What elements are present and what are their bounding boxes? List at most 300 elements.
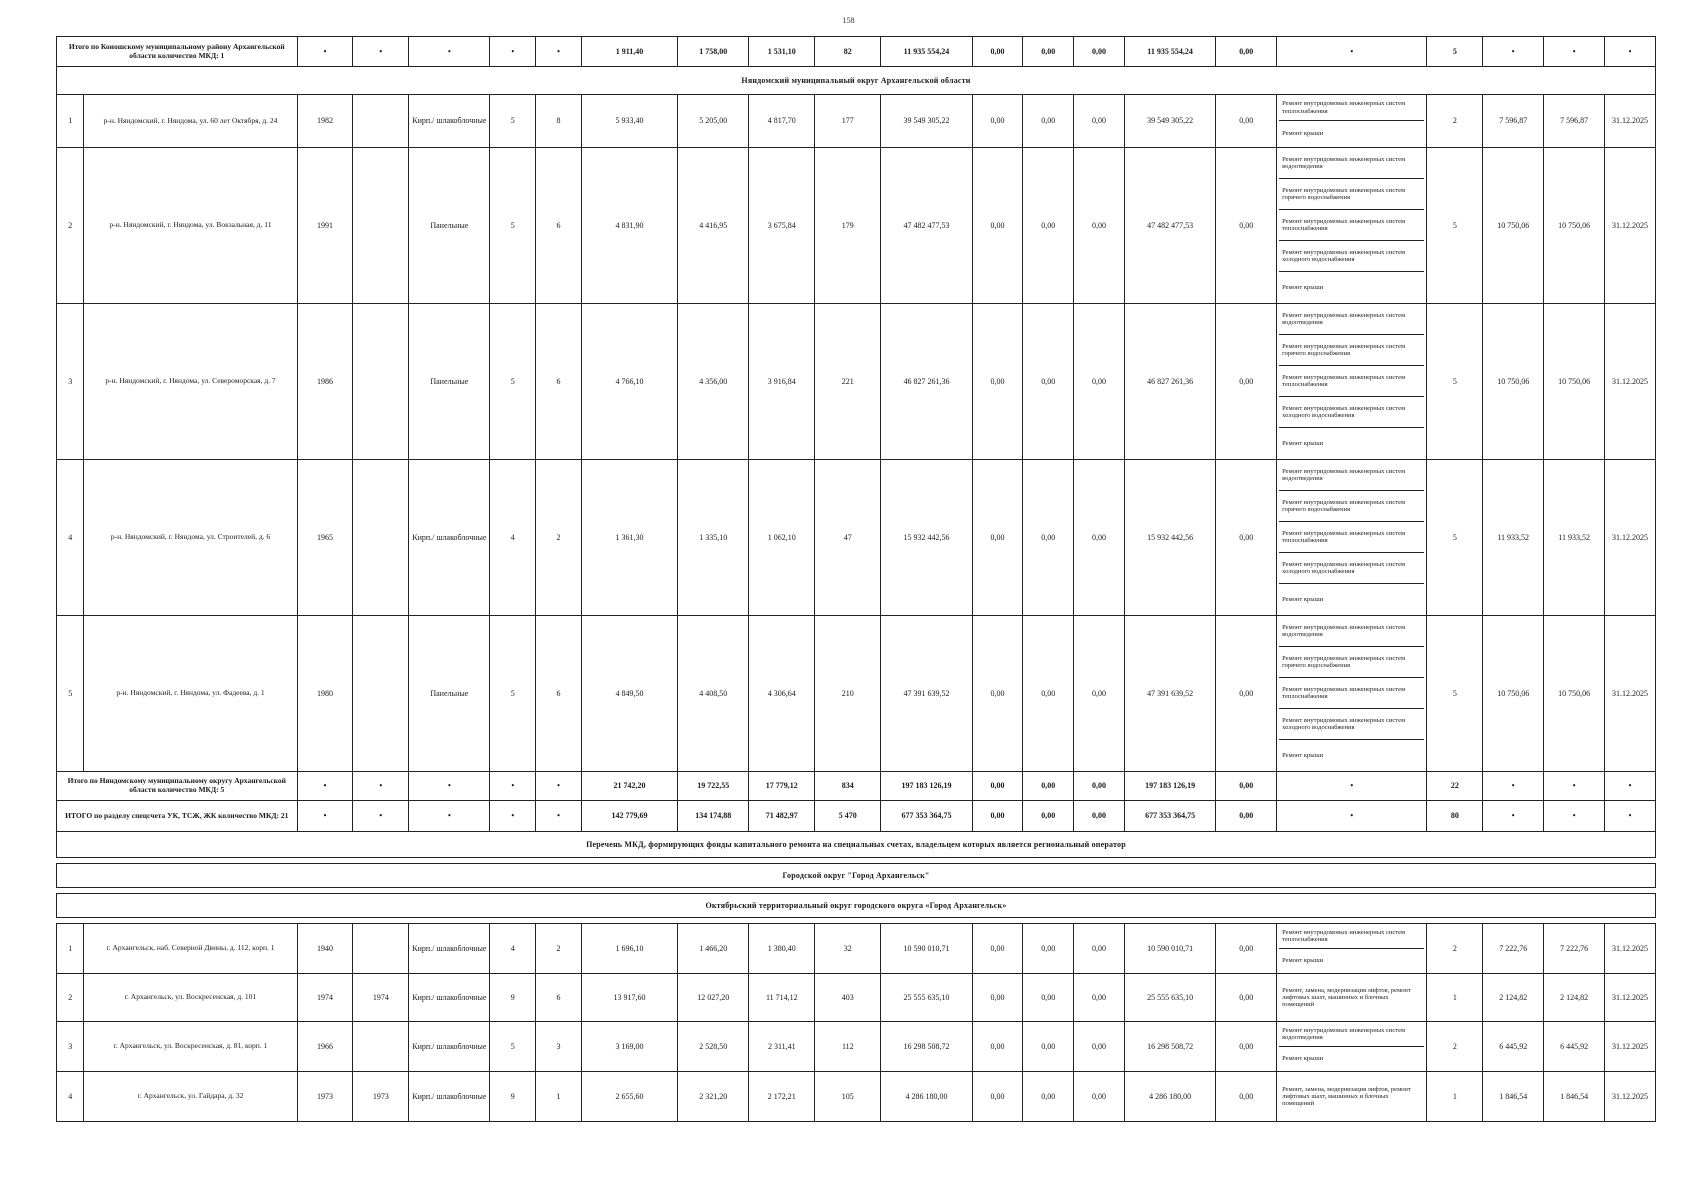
deadline-cell: 31.12.2025 — [1605, 616, 1656, 772]
residents-cell: 82 — [815, 37, 881, 67]
total-area-cell: 1 911,40 — [581, 37, 677, 67]
unit-cost-cell: 6 445,92 — [1483, 1022, 1544, 1072]
works-count-cell: 5 — [1427, 37, 1483, 67]
area-all-cell: 12 027,20 — [678, 974, 749, 1022]
area-all-cell: 2 528,50 — [678, 1022, 749, 1072]
entrances-cell: • — [536, 37, 582, 67]
cost-fund-cell: 0,00 — [972, 304, 1023, 460]
works-count-cell: 5 — [1427, 460, 1483, 616]
row-number: 1 — [57, 95, 84, 148]
cost-owners-cell: 11 935 554,24 — [1124, 37, 1215, 67]
material-cell: Кирп./ шлакоблочные — [409, 1072, 490, 1122]
cost-other-cell: 0,00 — [1216, 37, 1277, 67]
cost-region-cell: 0,00 — [1023, 772, 1074, 801]
year-built-cell: • — [297, 37, 353, 67]
floors-cell: 4 — [490, 460, 536, 616]
cost-owners-cell: 16 298 508,72 — [1124, 1022, 1215, 1072]
cost-total-cell: 197 183 126,19 — [881, 772, 972, 801]
cost-local-cell: 0,00 — [1074, 37, 1125, 67]
cost-local-cell: 0,00 — [1074, 460, 1125, 616]
work-item: Ремонт внутридомовых инженерных систем теплоснабжения — [1279, 924, 1424, 949]
cost-other-cell: 0,00 — [1216, 616, 1277, 772]
year-built-cell: 1973 — [297, 1072, 353, 1122]
deadline-cell: 31.12.2025 — [1605, 304, 1656, 460]
house-row — [57, 1022, 1656, 1072]
row-number: 4 — [57, 460, 84, 616]
work-item: Ремонт крыши — [1282, 957, 1324, 965]
unit-cost-cell: 11 933,52 — [1483, 460, 1544, 616]
cost-region-cell: 0,00 — [1023, 1022, 1074, 1072]
total-area-cell: 13 917,60 — [581, 974, 677, 1022]
unit-cost-cell: 7 596,87 — [1483, 95, 1544, 148]
row-number: 2 — [57, 974, 84, 1022]
cost-total-cell: 11 935 554,24 — [881, 37, 972, 67]
work-item: Ремонт внутридомовых инженерных систем холодного водоснабжения — [1279, 553, 1424, 584]
cost-fund-cell: 0,00 — [972, 772, 1023, 801]
deadline-cell: 31.12.2025 — [1605, 460, 1656, 616]
section-title: Перечень МКД, формирующих фонды капитального ремонта на специальных счетах, владельцем которых является региональный оператор — [57, 832, 1656, 858]
cost-total-cell: 15 932 442,56 — [881, 460, 972, 616]
unit-cost-cell: 10 750,06 — [1483, 616, 1544, 772]
total-label: Итого по Коношскому муниципальному району Архангельской области количество МКД: 1 — [57, 37, 298, 67]
unit-limit-cell: 7 596,87 — [1544, 95, 1605, 148]
work-item: Ремонт крыши — [1282, 1055, 1324, 1063]
deadline-cell: 31.12.2025 — [1605, 974, 1656, 1022]
works-count-cell: 22 — [1427, 772, 1483, 801]
cost-region-cell: 0,00 — [1023, 95, 1074, 148]
year-renov-cell: 1974 — [353, 974, 409, 1022]
works-cell: • — [1277, 801, 1427, 832]
row-number: 3 — [57, 1022, 84, 1072]
cost-region-cell: 0,00 — [1023, 37, 1074, 67]
house-row — [57, 148, 1656, 304]
address-cell: р-н. Няндомский, г. Няндома, ул. Вокзальная, д. 11 — [84, 148, 297, 304]
floors-cell: 9 — [490, 1072, 536, 1122]
area-res-cell: 4 817,70 — [749, 95, 815, 148]
area-all-cell: 4 408,50 — [678, 616, 749, 772]
floors-cell: 5 — [490, 616, 536, 772]
floors-cell: 9 — [490, 974, 536, 1022]
works-count-cell: 2 — [1427, 924, 1483, 974]
material-cell: Кирп./ шлакоблочные — [409, 95, 490, 148]
unit-limit-cell: • — [1544, 801, 1605, 832]
cost-local-cell: 0,00 — [1074, 304, 1125, 460]
deadline-cell: 31.12.2025 — [1605, 1072, 1656, 1122]
area-res-cell: 3 916,84 — [749, 304, 815, 460]
address-cell: г. Архангельск, наб. Северной Двины, д. 112, корп. 1 — [84, 924, 297, 974]
work-item: Ремонт внутридомовых инженерных систем теплоснабжения — [1279, 366, 1424, 397]
entrances-cell: 1 — [536, 1072, 582, 1122]
year-renov-cell — [353, 95, 409, 148]
work-item: Ремонт внутридомовых инженерных систем водоотведения — [1279, 304, 1424, 335]
year-built-cell: 1980 — [297, 616, 353, 772]
entrances-cell: • — [536, 772, 582, 801]
works-count-cell: 2 — [1427, 95, 1483, 148]
floors-cell: • — [490, 801, 536, 832]
year-built-cell: 1966 — [297, 1022, 353, 1072]
work-item: Ремонт внутридомовых инженерных систем водоотведения — [1279, 148, 1424, 179]
address-cell: г. Архангельск, ул. Воскресенская, д. 101 — [84, 974, 297, 1022]
cost-local-cell: 0,00 — [1074, 1072, 1125, 1122]
work-item: Ремонт внутридомовых инженерных систем горячего водоснабжения — [1279, 491, 1424, 522]
cost-region-cell: 0,00 — [1023, 460, 1074, 616]
deadline-cell: • — [1605, 37, 1656, 67]
section-title: Октябрьский территориальный округ городского округа «Город Архангельск» — [57, 894, 1656, 918]
row-number: 4 — [57, 1072, 84, 1122]
unit-limit-cell: 1 846,54 — [1544, 1072, 1605, 1122]
works-cell — [1277, 304, 1427, 460]
works-cell — [1277, 460, 1427, 616]
material-cell: • — [409, 37, 490, 67]
works-cell — [1277, 974, 1427, 1022]
total-area-cell: 1 696,10 — [581, 924, 677, 974]
work-item: Ремонт крыши — [1282, 751, 1324, 759]
year-built-cell: 1974 — [297, 974, 353, 1022]
floors-cell: 5 — [490, 1022, 536, 1072]
cost-region-cell: 0,00 — [1023, 974, 1074, 1022]
area-res-cell: 71 482,97 — [749, 801, 815, 832]
entrances-cell: 8 — [536, 95, 582, 148]
year-built-cell: 1965 — [297, 460, 353, 616]
cost-other-cell: 0,00 — [1216, 974, 1277, 1022]
year-renov-cell: 1973 — [353, 1072, 409, 1122]
work-item: Ремонт крыши — [1282, 130, 1324, 138]
residents-cell: 105 — [815, 1072, 881, 1122]
total-area-cell: 1 361,30 — [581, 460, 677, 616]
year-renov-cell — [353, 1022, 409, 1072]
deadline-cell: 31.12.2025 — [1605, 95, 1656, 148]
cost-local-cell: 0,00 — [1074, 974, 1125, 1022]
cost-total-cell: 16 298 508,72 — [881, 1022, 972, 1072]
total-area-cell: 3 169,00 — [581, 1022, 677, 1072]
row-number: 2 — [57, 148, 84, 304]
cost-owners-cell: 10 590 010,71 — [1124, 924, 1215, 974]
address-cell: р-н. Няндомский, г. Няндома, ул. 60 лет Октября, д. 24 — [84, 95, 297, 148]
area-res-cell: 1 062,10 — [749, 460, 815, 616]
cost-fund-cell: 0,00 — [972, 37, 1023, 67]
entrances-cell: 6 — [536, 304, 582, 460]
floors-cell: 5 — [490, 304, 536, 460]
entrances-cell: 6 — [536, 616, 582, 772]
work-item: Ремонт внутридомовых инженерных систем горячего водоснабжения — [1279, 335, 1424, 366]
area-all-cell: 1 335,10 — [678, 460, 749, 616]
total-area-cell: 4 831,90 — [581, 148, 677, 304]
cost-owners-cell: 677 353 364,75 — [1124, 801, 1215, 832]
area-res-cell: 1 380,40 — [749, 924, 815, 974]
cost-owners-cell: 39 549 305,22 — [1124, 95, 1215, 148]
total-area-cell: 4 766,10 — [581, 304, 677, 460]
area-res-cell: 3 675,84 — [749, 148, 815, 304]
work-item: Ремонт внутридомовых инженерных систем горячего водоснабжения — [1279, 179, 1424, 210]
area-res-cell: 17 779,12 — [749, 772, 815, 801]
residents-cell: 177 — [815, 95, 881, 148]
district-header — [57, 894, 1656, 918]
cost-owners-cell: 15 932 442,56 — [1124, 460, 1215, 616]
cost-other-cell: 0,00 — [1216, 95, 1277, 148]
deadline-cell: 31.12.2025 — [1605, 1022, 1656, 1072]
work-item: Ремонт внутридомовых инженерных систем теплоснабжения — [1279, 95, 1424, 121]
area-all-cell: 4 416,95 — [678, 148, 749, 304]
house-row — [57, 974, 1656, 1022]
area-res-cell: 2 172,21 — [749, 1072, 815, 1122]
unit-limit-cell: • — [1544, 772, 1605, 801]
entrances-cell: 6 — [536, 974, 582, 1022]
year-built-cell: 1991 — [297, 148, 353, 304]
area-all-cell: 19 722,55 — [678, 772, 749, 801]
cost-fund-cell: 0,00 — [972, 801, 1023, 832]
unit-cost-cell: • — [1483, 772, 1544, 801]
cost-region-cell: 0,00 — [1023, 1072, 1074, 1122]
cost-local-cell: 0,00 — [1074, 148, 1125, 304]
cost-local-cell: 0,00 — [1074, 1022, 1125, 1072]
house-row — [57, 304, 1656, 460]
residents-cell: 112 — [815, 1022, 881, 1072]
area-res-cell: 1 531,10 — [749, 37, 815, 67]
year-built-cell: 1940 — [297, 924, 353, 974]
page-number: 158 — [842, 16, 855, 25]
unit-cost-cell: • — [1483, 37, 1544, 67]
cost-local-cell: 0,00 — [1074, 924, 1125, 974]
regional-operator-header — [57, 832, 1656, 858]
work-item: Ремонт крыши — [1282, 283, 1324, 291]
cost-region-cell: 0,00 — [1023, 801, 1074, 832]
city-header — [57, 864, 1656, 888]
unit-limit-cell: 10 750,06 — [1544, 304, 1605, 460]
residents-cell: 403 — [815, 974, 881, 1022]
year-renov-cell: • — [353, 772, 409, 801]
work-item: Ремонт внутридомовых инженерных систем теплоснабжения — [1279, 678, 1424, 709]
house-row — [57, 924, 1656, 974]
works-count-cell: 1 — [1427, 1072, 1483, 1122]
material-cell: Кирп./ шлакоблочные — [409, 1022, 490, 1072]
works-cell — [1277, 616, 1427, 772]
area-all-cell: 2 321,20 — [678, 1072, 749, 1122]
work-item: Ремонт внутридомовых инженерных систем водоотведения — [1279, 616, 1424, 647]
material-cell: • — [409, 772, 490, 801]
total-label: Итого по Няндомскому муниципальному округу Архангельской области количество МКД: 5 — [57, 772, 298, 801]
residents-cell: 210 — [815, 616, 881, 772]
cost-region-cell: 0,00 — [1023, 148, 1074, 304]
cost-total-cell: 47 482 477,53 — [881, 148, 972, 304]
cost-other-cell: 0,00 — [1216, 924, 1277, 974]
residents-cell: 834 — [815, 772, 881, 801]
total-area-cell: 4 849,50 — [581, 616, 677, 772]
unit-limit-cell: 11 933,52 — [1544, 460, 1605, 616]
register-body — [57, 37, 1656, 1122]
year-renov-cell — [353, 304, 409, 460]
area-res-cell: 2 311,41 — [749, 1022, 815, 1072]
works-count-cell: 80 — [1427, 801, 1483, 832]
unit-cost-cell: 2 124,82 — [1483, 974, 1544, 1022]
year-renov-cell — [353, 616, 409, 772]
work-item: Ремонт крыши — [1282, 595, 1324, 603]
entrances-cell: 2 — [536, 460, 582, 616]
year-renov-cell — [353, 924, 409, 974]
cost-other-cell: 0,00 — [1216, 460, 1277, 616]
area-all-cell: 134 174,88 — [678, 801, 749, 832]
cost-fund-cell: 0,00 — [972, 1022, 1023, 1072]
house-row — [57, 460, 1656, 616]
works-cell — [1277, 1022, 1427, 1072]
residents-cell: 179 — [815, 148, 881, 304]
capital-repair-register-table — [56, 36, 1656, 1122]
work-item: Ремонт внутридомовых инженерных систем водоотведения — [1279, 460, 1424, 491]
material-cell: Кирп./ шлакоблочные — [409, 924, 490, 974]
house-row — [57, 1072, 1656, 1122]
total-area-cell: 142 779,69 — [581, 801, 677, 832]
cost-local-cell: 0,00 — [1074, 801, 1125, 832]
area-all-cell: 5 205,00 — [678, 95, 749, 148]
works-cell — [1277, 148, 1427, 304]
floors-cell: 4 — [490, 924, 536, 974]
entrances-cell: 3 — [536, 1022, 582, 1072]
works-count-cell: 2 — [1427, 1022, 1483, 1072]
unit-limit-cell: 2 124,82 — [1544, 974, 1605, 1022]
cost-other-cell: 0,00 — [1216, 801, 1277, 832]
work-item: Ремонт внутридомовых инженерных систем теплоснабжения — [1279, 522, 1424, 553]
cost-fund-cell: 0,00 — [972, 974, 1023, 1022]
works-count-cell: 5 — [1427, 148, 1483, 304]
work-item: Ремонт внутридомовых инженерных систем теплоснабжения — [1279, 210, 1424, 241]
works-cell — [1277, 924, 1427, 974]
entrances-cell: 6 — [536, 148, 582, 304]
floors-cell: • — [490, 772, 536, 801]
cost-total-cell: 47 391 639,52 — [881, 616, 972, 772]
cost-fund-cell: 0,00 — [972, 460, 1023, 616]
work-item: Ремонт внутридомовых инженерных систем горячего водоснабжения — [1279, 647, 1424, 678]
cost-total-cell: 4 286 180,00 — [881, 1072, 972, 1122]
cost-fund-cell: 0,00 — [972, 924, 1023, 974]
cost-fund-cell: 0,00 — [972, 616, 1023, 772]
work-item: Ремонт крыши — [1282, 439, 1324, 447]
deadline-cell: • — [1605, 801, 1656, 832]
cost-region-cell: 0,00 — [1023, 304, 1074, 460]
entrances-cell: • — [536, 801, 582, 832]
area-all-cell: 1 466,20 — [678, 924, 749, 974]
year-built-cell: 1982 — [297, 95, 353, 148]
address-cell: г. Архангельск, ул. Воскресенская, д. 81, корп. 1 — [84, 1022, 297, 1072]
total-label: ИТОГО по разделу спецсчета УК, ТСЖ, ЖК количество МКД: 21 — [57, 801, 298, 832]
section-total-row — [57, 801, 1656, 832]
address-cell: р-н. Няндомский, г. Няндома, ул. Североморская, д. 7 — [84, 304, 297, 460]
year-renov-cell: • — [353, 37, 409, 67]
year-renov-cell: • — [353, 801, 409, 832]
work-item: Ремонт внутридомовых инженерных систем водоотведения — [1279, 1022, 1424, 1047]
material-cell: • — [409, 801, 490, 832]
entrances-cell: 2 — [536, 924, 582, 974]
year-renov-cell — [353, 460, 409, 616]
work-item: Ремонт, замена, модернизация лифтов, ремонт лифтовых шахт, машинных и блочных помещений — [1282, 1085, 1411, 1108]
unit-limit-cell: • — [1544, 37, 1605, 67]
row-number: 5 — [57, 616, 84, 772]
deadline-cell: 31.12.2025 — [1605, 148, 1656, 304]
cost-other-cell: 0,00 — [1216, 772, 1277, 801]
address-cell: р-н. Няндомский, г. Няндома, ул. Строителей, д. 6 — [84, 460, 297, 616]
cost-owners-cell: 25 555 635,10 — [1124, 974, 1215, 1022]
cost-region-cell: 0,00 — [1023, 924, 1074, 974]
works-count-cell: 5 — [1427, 304, 1483, 460]
cost-total-cell: 677 353 364,75 — [881, 801, 972, 832]
unit-limit-cell: 10 750,06 — [1544, 616, 1605, 772]
floors-cell: 5 — [490, 148, 536, 304]
works-cell: • — [1277, 37, 1427, 67]
cost-other-cell: 0,00 — [1216, 1072, 1277, 1122]
cost-region-cell: 0,00 — [1023, 616, 1074, 772]
unit-limit-cell: 6 445,92 — [1544, 1022, 1605, 1072]
area-all-cell: 1 758,00 — [678, 37, 749, 67]
work-item: Ремонт, замена, модернизация лифтов, ремонт лифтовых шахт, машинных и блочных помещений — [1282, 986, 1411, 1009]
work-item: Ремонт внутридомовых инженерных систем холодного водоснабжения — [1279, 241, 1424, 272]
total-area-cell: 2 655,60 — [581, 1072, 677, 1122]
row-number: 3 — [57, 304, 84, 460]
house-row — [57, 616, 1656, 772]
area-res-cell: 4 306,64 — [749, 616, 815, 772]
cost-fund-cell: 0,00 — [972, 148, 1023, 304]
nyandoma-section-header — [57, 67, 1656, 95]
unit-limit-cell: 10 750,06 — [1544, 148, 1605, 304]
nyandoma-total-row — [57, 772, 1656, 801]
works-count-cell: 1 — [1427, 974, 1483, 1022]
material-cell: Кирп./ шлакоблочные — [409, 974, 490, 1022]
unit-limit-cell: 7 222,76 — [1544, 924, 1605, 974]
area-all-cell: 4 356,00 — [678, 304, 749, 460]
cost-total-cell: 46 827 261,36 — [881, 304, 972, 460]
material-cell: Панельные — [409, 148, 490, 304]
works-cell: • — [1277, 772, 1427, 801]
year-built-cell: • — [297, 801, 353, 832]
cost-other-cell: 0,00 — [1216, 148, 1277, 304]
cost-fund-cell: 0,00 — [972, 95, 1023, 148]
cost-local-cell: 0,00 — [1074, 616, 1125, 772]
total-area-cell: 21 742,20 — [581, 772, 677, 801]
unit-cost-cell: 10 750,06 — [1483, 148, 1544, 304]
cost-total-cell: 25 555 635,10 — [881, 974, 972, 1022]
cost-owners-cell: 47 482 477,53 — [1124, 148, 1215, 304]
cost-other-cell: 0,00 — [1216, 1022, 1277, 1072]
cost-owners-cell: 46 827 261,36 — [1124, 304, 1215, 460]
residents-cell: 32 — [815, 924, 881, 974]
year-renov-cell — [353, 148, 409, 304]
year-built-cell: • — [297, 772, 353, 801]
works-cell — [1277, 95, 1427, 148]
total-area-cell: 5 933,40 — [581, 95, 677, 148]
cost-other-cell: 0,00 — [1216, 304, 1277, 460]
area-res-cell: 11 714,12 — [749, 974, 815, 1022]
residents-cell: 5 470 — [815, 801, 881, 832]
konosha-total-row — [57, 37, 1656, 67]
cost-local-cell: 0,00 — [1074, 772, 1125, 801]
year-built-cell: 1986 — [297, 304, 353, 460]
unit-cost-cell: 7 222,76 — [1483, 924, 1544, 974]
deadline-cell: 31.12.2025 — [1605, 924, 1656, 974]
deadline-cell: • — [1605, 772, 1656, 801]
material-cell: Панельные — [409, 616, 490, 772]
unit-cost-cell: 1 846,54 — [1483, 1072, 1544, 1122]
address-cell: р-н. Няндомский, г. Няндома, ул. Фадеева, д. 1 — [84, 616, 297, 772]
unit-cost-cell: 10 750,06 — [1483, 304, 1544, 460]
cost-local-cell: 0,00 — [1074, 95, 1125, 148]
section-title: Няндомский муниципальный округ Архангельской области — [57, 67, 1656, 95]
cost-owners-cell: 4 286 180,00 — [1124, 1072, 1215, 1122]
work-item: Ремонт внутридомовых инженерных систем холодного водоснабжения — [1279, 709, 1424, 740]
house-row — [57, 95, 1656, 148]
material-cell: Кирп./ шлакоблочные — [409, 460, 490, 616]
cost-total-cell: 10 590 010,71 — [881, 924, 972, 974]
work-item: Ремонт внутридомовых инженерных систем холодного водоснабжения — [1279, 397, 1424, 428]
cost-owners-cell: 47 391 639,52 — [1124, 616, 1215, 772]
works-cell — [1277, 1072, 1427, 1122]
cost-fund-cell: 0,00 — [972, 1072, 1023, 1122]
